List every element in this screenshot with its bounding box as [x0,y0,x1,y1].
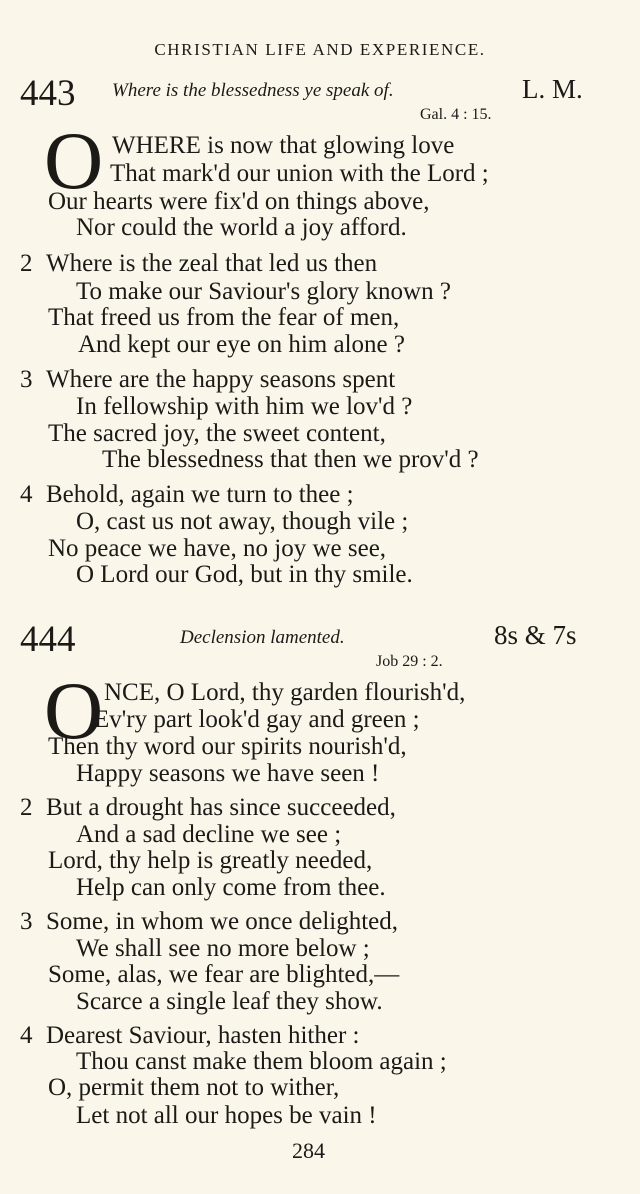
verse-number: 3 [20,908,33,935]
verse-line: Happy seasons we have seen ! [76,760,380,787]
verse-line: Let not all our hopes be vain ! [76,1102,377,1129]
verse-line: Our hearts were fix'd on things above, [48,188,430,215]
verse-line: The sacred joy, the sweet content, [48,420,386,447]
scripture-reference: Gal. 4 : 15. [420,106,492,123]
hymn-title: Declension lamented. [180,627,345,648]
verse-number: 2 [20,794,33,821]
verse-line: Help can only come from thee. [76,874,386,901]
hymn-meter: L. M. [522,74,583,104]
verse-line [20,367,395,392]
verse-text: Dearest Saviour, hasten hither : [46,1022,360,1049]
verse-line [20,1023,360,1048]
verse-number: 3 [20,366,33,393]
verse-line: Scarce a single leaf they show. [76,988,383,1015]
verse-text: Where are the happy seasons spent [46,366,396,393]
verse-line: We shall see no more below ; [76,935,370,962]
verse-line: That freed us from the fear of men, [48,304,400,331]
verse-text: Behold, again we turn to thee ; [46,481,354,508]
verse-number: 4 [20,1022,33,1049]
hymn-meter: 8s & 7s [494,620,577,650]
verse-text: Where is the zeal that led us then [46,250,378,277]
hymn-number: 443 [20,73,76,114]
verse-text: But a drought has since succeeded, [46,794,396,821]
hymn-number: 444 [20,619,76,660]
verse-number: 2 [20,250,33,277]
verse-line: Lord, thy help is greatly needed, [48,847,373,874]
verse-line: Some, alas, we fear are blighted,— [48,961,400,988]
verse-line: The blessedness that then we prov'd ? [102,446,479,473]
verse-line [20,909,398,934]
hymn-title: Where is the blessedness ye speak of. [112,80,394,101]
running-head: CHRISTIAN LIFE AND EXPERIENCE. [154,40,486,59]
drop-cap: O [44,665,104,756]
verse-line: In fellowship with him we lov'd ? [76,393,413,420]
drop-cap: O [44,115,104,206]
scripture-reference: Job 29 : 2. [376,653,443,670]
verse-line [20,251,377,276]
verse-line: O, permit them not to wither, [48,1074,340,1101]
verse-line: And a sad decline we see ; [76,821,342,848]
verse-line: That mark'd our union with the Lord ; [110,160,489,187]
verse-line: WHERE is now that glowing love [112,132,455,159]
verse-line: O, cast us not away, though vile ; [76,508,409,535]
verse-line: NCE, O Lord, thy garden flourish'd, [104,679,466,706]
verse-line: O Lord our God, but in thy smile. [76,561,413,588]
verse-text: Some, in whom we once delighted, [46,908,399,935]
verse-line: Then thy word our spirits nourish'd, [48,733,407,760]
verse-line: And kept our eye on him alone ? [78,331,405,358]
page-number: 284 [292,1138,325,1163]
verse-line: To make our Saviour's glory known ? [76,278,451,305]
verse-line: No peace we have, no joy we see, [48,535,387,562]
verse-line: Ev'ry part look'd gay and green ; [94,706,420,733]
verse-number: 4 [20,481,33,508]
verse-line [20,795,396,820]
verse-line: Nor could the world a joy afford. [76,214,407,241]
verse-line: Thou canst make them bloom again ; [76,1048,447,1075]
verse-line [20,482,354,507]
